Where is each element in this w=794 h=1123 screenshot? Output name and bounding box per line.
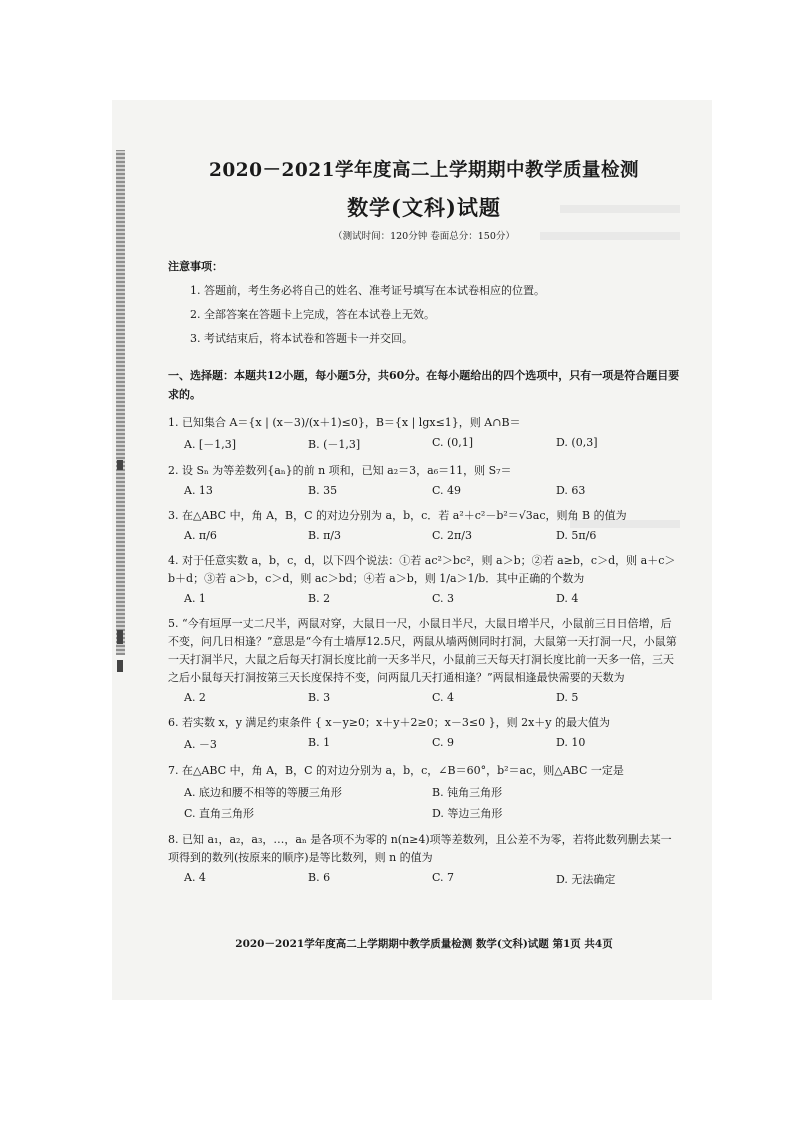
exam-title: 2020－2021学年度高二上学期期中教学质量检测	[209, 160, 639, 181]
option: C. 2π/3	[432, 529, 472, 542]
option: B. π/3	[308, 529, 342, 542]
option: A. [－1,3]	[184, 438, 237, 451]
question-stem: 6. 若实数 x，y 满足约束条件 { x－y≥0；x＋y＋2≥0；x－3≤0 }，则 2x＋y 的最大值为	[168, 716, 610, 729]
binding-strip	[116, 150, 125, 655]
option: A. 底边和腰不相等的等腰三角形	[184, 786, 342, 799]
question-stem: 8. 已知 a₁，a₂，a₃，…，aₙ 是各项不为零的 n(n≥4)项等差数列，且公差不为零，若将此数列删去某一项得到的数列(按原来的顺序)是等比数列，则 n 的值为	[168, 833, 672, 864]
option: C. 3	[432, 592, 455, 605]
question-2	[168, 462, 680, 497]
question-options	[184, 436, 680, 452]
option: B. 35	[308, 484, 338, 497]
option: B. 钝角三角形	[432, 786, 503, 799]
option: D. 5	[556, 691, 579, 704]
question-options	[184, 484, 680, 497]
page-footer: 2020－2021学年度高二上学期期中教学质量检测 数学(文科)试题 第1页 共4页	[235, 938, 613, 950]
question-5	[168, 615, 680, 704]
exam-content	[168, 156, 680, 887]
option: D. 4	[556, 592, 579, 605]
option: B. (－1,3]	[308, 438, 361, 451]
edge-mark	[117, 660, 123, 672]
question-options	[184, 871, 680, 887]
option: A. π/6	[184, 529, 217, 542]
option: B. 3	[308, 691, 331, 704]
note-item: 3. 考试结束后，将本试卷和答题卡一并交回。	[190, 332, 413, 345]
question-options	[184, 736, 680, 752]
question-options	[184, 691, 680, 704]
question-8	[168, 831, 680, 887]
question-options	[184, 784, 680, 821]
option: C. 9	[432, 736, 455, 749]
option: A. 13	[184, 484, 213, 497]
question-stem: 5. “今有垣厚一丈二尺半，两鼠对穿，大鼠日一尺，小鼠日半尺，大鼠日增半尺，小鼠前三日日倍增，后不变，问几日相逢？”意思是“今有土墙厚12.5尺，两鼠从墙两侧同时打洞，大鼠第一天打洞一尺，小鼠第一天打洞半尺，大鼠之后每天打洞长度比前一天多半尺，小鼠前三天每天打洞长度比前一天多一倍，三天之后小鼠每天打洞按第三天长度保持不变，问两鼠几天打通相逢？”两鼠相逢最快需要的天数为	[168, 617, 677, 684]
option: A. 1	[184, 592, 206, 605]
option: C. 直角三角形	[184, 807, 255, 820]
question-3	[168, 507, 680, 542]
question-stem: 3. 在△ABC 中，角 A，B，C 的对边分别为 a，b，c．若 a²＋c²－b²＝√3ac，则角 B 的值为	[168, 509, 627, 522]
exam-meta: （测试时间：120分钟 卷面总分：150分）	[333, 231, 515, 242]
option: D. 10	[556, 736, 586, 749]
option: B. 2	[308, 592, 331, 605]
edge-mark	[117, 460, 123, 470]
notes-heading: 注意事项：	[168, 260, 223, 273]
question-6	[168, 714, 680, 752]
option: A. 2	[184, 691, 206, 704]
option: A. －3	[184, 738, 217, 751]
option: D. 63	[556, 484, 586, 497]
option: C. 7	[432, 871, 455, 884]
question-4	[168, 552, 680, 605]
question-options	[184, 529, 680, 542]
option: D. 等边三角形	[432, 807, 503, 820]
question-options	[184, 592, 680, 605]
exam-subtitle: 数学(文科)试题	[347, 195, 501, 220]
question-1	[168, 414, 680, 452]
question-stem: 2. 设 Sₙ 为等差数列{aₙ}的前 n 项和，已知 a₂＝3，a₆＝11，则 S₇＝	[168, 464, 512, 477]
option: C. 4	[432, 691, 455, 704]
option: D. (0,3]	[556, 436, 598, 449]
option: B. 1	[308, 736, 331, 749]
section-heading: 一、选择题：本题共12小题，每小题5分，共60分。在每小题给出的四个选项中，只有一项是符合题目要求的。	[168, 369, 680, 401]
option: A. 4	[184, 871, 206, 884]
question-7	[168, 762, 680, 821]
edge-mark	[117, 630, 123, 644]
option: D. 5π/6	[556, 529, 597, 542]
option: D. 无法确定	[556, 873, 616, 886]
question-stem: 4. 对于任意实数 a，b，c，d，以下四个说法：①若 ac²＞bc²，则 a＞b；②若 a≥b，c＞d，则 a＋c＞b＋d；③若 a＞b，c＞d，则 ac＞bd；④若 a＞b，则 1/a＞1/b．其中正确的个数为	[168, 554, 676, 585]
question-stem: 1. 已知集合 A＝{x | (x－3)/(x＋1)≤0}，B＝{x | lgx≤1}，则 A∩B＝	[168, 416, 521, 429]
note-item: 1. 答题前，考生务必将自己的姓名、准考证号填写在本试卷相应的位置。	[190, 284, 545, 297]
note-item: 2. 全部答案在答题卡上完成，答在本试卷上无效。	[190, 308, 435, 321]
question-stem: 7. 在△ABC 中，角 A，B，C 的对边分别为 a，b，c，∠B＝60°，b²＝ac，则△ABC 一定是	[168, 764, 624, 777]
option: C. 49	[432, 484, 462, 497]
option: B. 6	[308, 871, 331, 884]
option: C. (0,1]	[432, 436, 474, 449]
